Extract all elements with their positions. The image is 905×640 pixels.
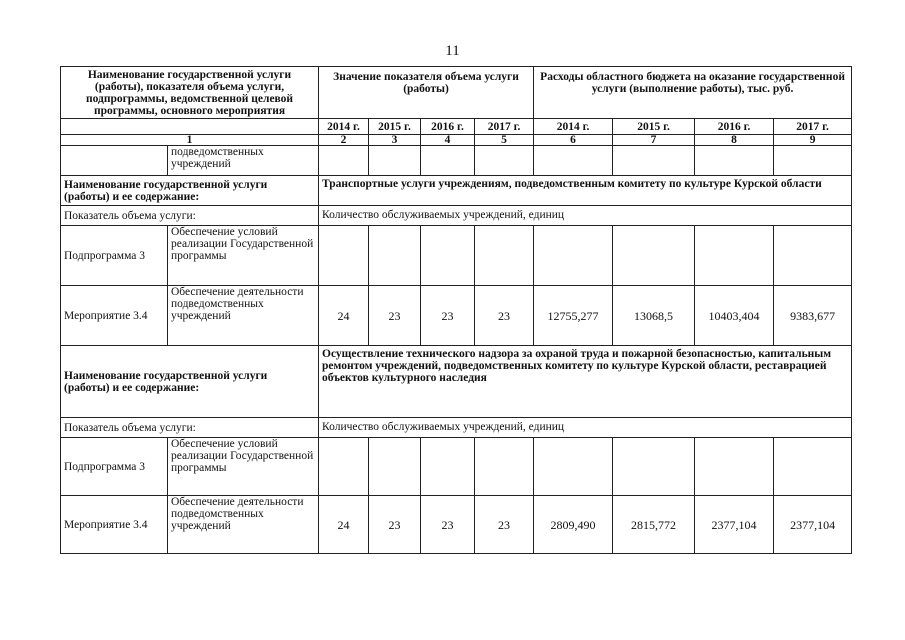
- volume-value: 23: [369, 496, 421, 554]
- volume-value: 23: [369, 286, 421, 346]
- column-index: 8: [695, 135, 774, 146]
- column-index: 2: [319, 135, 369, 146]
- column-index: 3: [369, 135, 421, 146]
- indicator-label: Показатель объема услуги:: [61, 206, 319, 226]
- volume-value: 24: [319, 496, 369, 554]
- service-row: [61, 346, 852, 418]
- subprogram-row: [61, 438, 852, 496]
- indicator-label: Показатель объема услуги:: [61, 418, 319, 438]
- year-cell: 2017 г.: [774, 119, 852, 135]
- subprogram-label: Подпрограмма 3: [61, 226, 168, 286]
- expense-value: 2377,104: [774, 496, 852, 554]
- expense-value: 9383,677: [774, 286, 852, 346]
- measure-row: [61, 286, 852, 346]
- years-row: [61, 119, 852, 135]
- column-index: 7: [613, 135, 695, 146]
- measure-row: [61, 496, 852, 554]
- service-label: Наименование государственной услуги (работы) и ее содержание:: [61, 346, 319, 418]
- expense-value: 2815,772: [613, 496, 695, 554]
- subprogram-label: Подпрограмма 3: [61, 438, 168, 496]
- budget-table: [60, 66, 852, 554]
- year-cell: 2016 г.: [421, 119, 475, 135]
- volume-value: 23: [475, 286, 534, 346]
- indicator-value: Количество обслуживаемых учреждений, единиц: [319, 206, 852, 226]
- year-cell: 2016 г.: [695, 119, 774, 135]
- measure-label: Мероприятие 3.4: [61, 286, 168, 346]
- year-cell: 2014 г.: [319, 119, 369, 135]
- indicator-row: [61, 206, 852, 226]
- service-value: Транспортные услуги учреждениям, подведомственным комитету по культуре Курской области: [319, 176, 852, 206]
- header-row: [61, 67, 852, 119]
- column-index: 6: [534, 135, 613, 146]
- continuation-row: [61, 146, 852, 176]
- column-index: 9: [774, 135, 852, 146]
- year-cell: 2015 г.: [613, 119, 695, 135]
- expense-value: 2809,490: [534, 496, 613, 554]
- year-cell: 2015 г.: [369, 119, 421, 135]
- volume-value: 23: [475, 496, 534, 554]
- column-index: 1: [61, 135, 319, 146]
- service-row: [61, 176, 852, 206]
- measure-desc: Обеспечение деятельности подведомственных учреждений: [168, 286, 319, 346]
- continuation-desc: подведомственных учреждений: [168, 146, 319, 176]
- year-cell: 2014 г.: [534, 119, 613, 135]
- header-volume-col: Значение показателя объема услуги (работы): [319, 67, 534, 119]
- measure-desc: Обеспечение деятельности подведомственных учреждений: [168, 496, 319, 554]
- subprogram-desc: Обеспечение условий реализации Государственной программы: [168, 438, 319, 496]
- volume-value: 23: [421, 286, 475, 346]
- volume-value: 23: [421, 496, 475, 554]
- expense-value: 10403,404: [695, 286, 774, 346]
- column-index: 4: [421, 135, 475, 146]
- service-label: Наименование государственной услуги (работы) и ее содержание:: [61, 176, 319, 206]
- volume-value: 24: [319, 286, 369, 346]
- year-cell: 2017 г.: [475, 119, 534, 135]
- expense-value: 2377,104: [695, 496, 774, 554]
- subprogram-row: [61, 226, 852, 286]
- expense-value: 13068,5: [613, 286, 695, 346]
- expense-value: 12755,277: [534, 286, 613, 346]
- subprogram-desc: Обеспечение условий реализации Государственной программы: [168, 226, 319, 286]
- header-name-col: Наименование государственной услуги (работы), показателя объема услуги, подпрограммы, ведомственной целевой программы, основного мероприятия: [61, 67, 319, 119]
- header-expense-col: Расходы областного бюджета на оказание государственной услуги (выполнение работы), тыс. руб.: [534, 67, 852, 119]
- column-index-row: [61, 135, 852, 146]
- service-value: Осуществление технического надзора за охраной труда и пожарной безопасностью, капитальным ремонтом учреждений, подведомственных комитету по культуре Курской области, реставрацией объектов культурного наследия: [319, 346, 852, 418]
- column-index: 5: [475, 135, 534, 146]
- measure-label: Мероприятие 3.4: [61, 496, 168, 554]
- indicator-row: [61, 418, 852, 438]
- indicator-value: Количество обслуживаемых учреждений, единиц: [319, 418, 852, 438]
- page-number: 11: [445, 43, 460, 59]
